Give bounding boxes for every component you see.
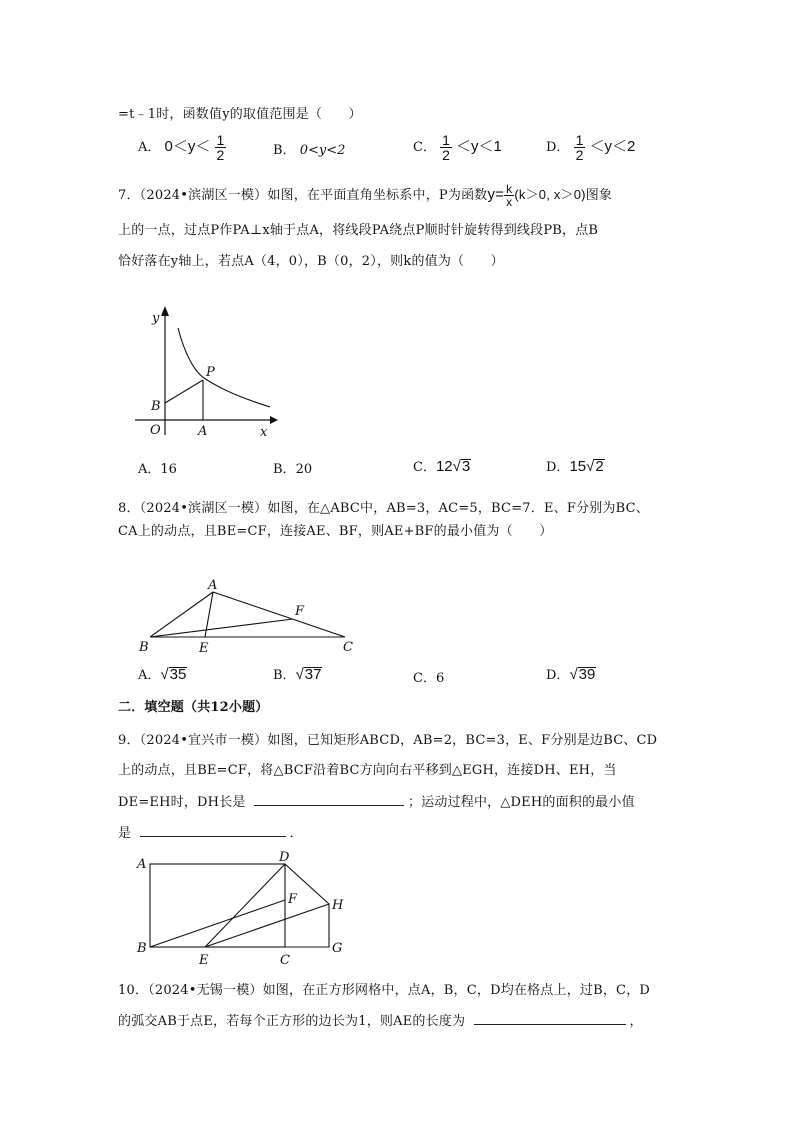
q8-option-c[interactable]: C．6 (413, 671, 445, 686)
q9-label-d: D (279, 850, 290, 865)
q9-label-f: F (288, 892, 298, 907)
q8-option-d[interactable]: D．√39 (546, 666, 596, 683)
q6-option-b[interactable]: B． 0<y<2 (273, 143, 346, 158)
q7-label-a: A (198, 424, 208, 439)
q9-label-g: G (332, 941, 343, 956)
q7-figure (130, 300, 290, 445)
q8-label-e: E (199, 641, 209, 655)
q7-option-a[interactable]: A．16 (138, 462, 177, 477)
q7-line-3: 恰好落在y轴上，若点A（4，0），B（0，2），则k的值为（ ） (118, 254, 504, 269)
q9-line-3: DE=EH时，DH长是 ；运动过程中，△DEH的面积的最小值 (118, 795, 635, 810)
q8-option-a[interactable]: A．√35 (138, 666, 187, 683)
q7-label-y: y (152, 311, 160, 326)
q8-figure (135, 575, 365, 655)
q8-label-b: B (139, 640, 149, 655)
q7-label-p: P (206, 365, 215, 380)
q9-segment-de (205, 864, 285, 947)
q8-side-ac (213, 592, 345, 637)
q7-option-b[interactable]: B．20 (273, 462, 313, 477)
section-2-title: 二．填空题（共12小题） (118, 700, 269, 715)
q9-label-c: C (280, 953, 290, 966)
q8-line-1: 8．（2024•滨湖区一模）如图，在△ABC中，AB=3，AC=5，BC=7．E、F分别为BC、 (118, 501, 650, 516)
q10-answer-blank[interactable] (474, 1012, 626, 1025)
q9-label-b: B (137, 941, 147, 956)
q7-line-1: 7．（2024•滨湖区一模）如图，在平面直角坐标系中，P为函数y= $\frac{k}{x}$ (k＞0, x＞0)图象 (118, 182, 613, 209)
q10-line-2: 的弧交AB于点E，若每个正方形的边长为1，则AE的长度为 ， (118, 1014, 643, 1029)
q8-option-b[interactable]: B．√37 (273, 666, 322, 683)
q10-line-1: 10．（2024•无锡一模）如图，在正方形网格中，点A，B，C，D均在格点上，过B，C，D (118, 983, 651, 998)
q6-stem-tail: =t﹣1时，函数值y的取值范围是（ ） (118, 107, 362, 122)
q9-triangle-egh (205, 904, 329, 947)
q7-x-arrow (270, 416, 278, 424)
q7-label-x: x (260, 425, 268, 440)
q9-label-a: A (137, 857, 147, 872)
q9-line-1: 9．（2024•宜兴市一模）如图，已知矩形ABCD，AB=2，BC=3，E、F分别是边BC、CD (118, 733, 658, 748)
q7-segment-pb (165, 380, 203, 403)
q9-label-h: H (332, 898, 344, 913)
q6-option-c-fraction: $\frac{1}{2}$ (442, 132, 450, 163)
q7-line-2: 上的一点，过点P作PA⊥x轴于点A，将线段PA绕点P顺时针旋转得到线段PB，点B (118, 223, 599, 238)
q9-answer-blank-2[interactable] (140, 824, 286, 837)
q6-option-d-fraction: $\frac{1}{2}$ (575, 132, 584, 163)
q8-label-f: F (295, 604, 305, 619)
q7-option-d[interactable]: D．15√2 (546, 458, 604, 475)
q9-line-4: 是 ． (118, 826, 303, 841)
q7-option-c[interactable]: C．12√3 (413, 458, 471, 475)
q9-label-e: E (199, 953, 209, 966)
q7-function-fraction: $\frac{k}{x}$ (506, 182, 513, 209)
q6-option-c[interactable]: C． $\frac{1}{2}$ ＜y＜1 (413, 132, 502, 163)
q7-label-b: B (151, 399, 161, 414)
q8-label-a: A (208, 578, 218, 593)
q9-answer-blank-1[interactable] (254, 793, 404, 806)
q6-option-a-fraction: $\frac{1}{2}$ (216, 132, 225, 163)
q6-option-d[interactable]: D． $\frac{1}{2}$ ＜y＜2 (546, 132, 636, 163)
q8-label-c: C (343, 640, 353, 655)
q9-segment-bf (150, 900, 285, 947)
q7-y-arrow (161, 306, 169, 316)
q7-hyperbola (178, 328, 270, 407)
q9-line-2: 上的动点，且BE=CF，将△BCF沿着BC方向向右平移到△EGH，连接DH、EH，当 (118, 763, 617, 778)
q6-option-a[interactable]: A． 0＜y＜ $\frac{1}{2}$ (138, 132, 225, 163)
q8-line-2: CA上的动点，且BE=CF，连接AE、BF，则AE+BF的最小值为（ ） (118, 524, 553, 539)
q9-figure (132, 848, 357, 966)
q7-label-o: O (150, 423, 161, 438)
